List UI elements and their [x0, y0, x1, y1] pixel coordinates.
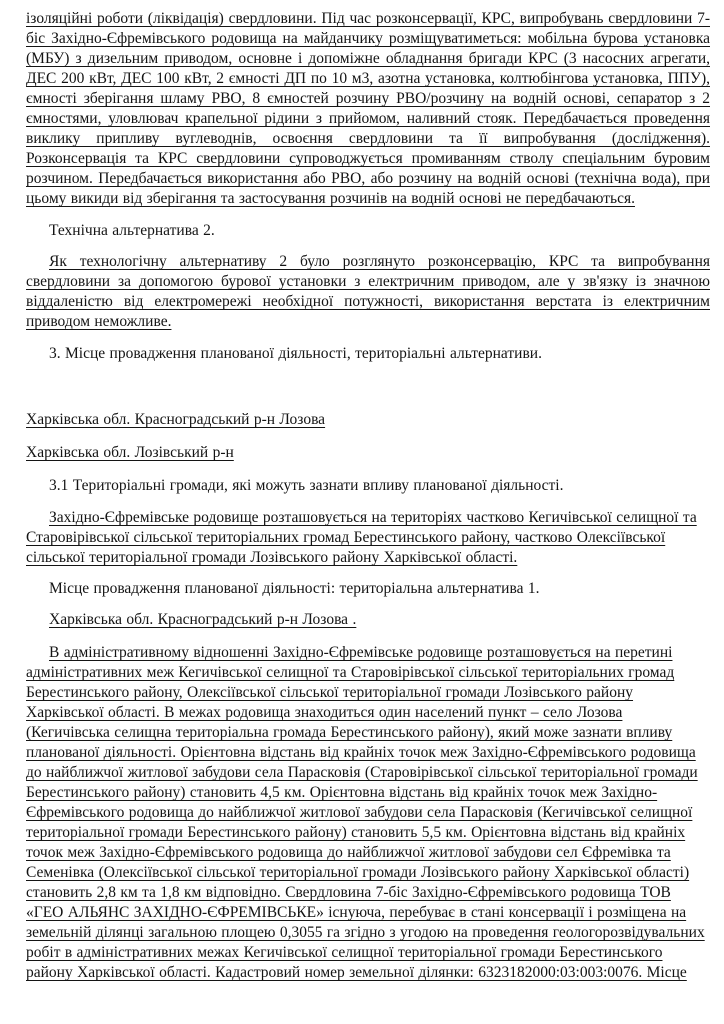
location-line-lozivskyi: Харківська обл. Лозівський р-н	[26, 444, 234, 461]
location-line-krasnohradskyi-lozova: Харківська обл. Красноградський р-н Лозова	[26, 411, 326, 428]
paragraph-technical-alternative-2: Як технологічну альтернативу 2 було розглянуто розконсервацію, КРС та випробування свердловини за допомогою бурової установки з електричним приводом, але у зв'язку із значною віддаленістю від електромережі необхідної потужності, використання верстата із електричним приводом неможливе.	[26, 253, 710, 330]
location-line-krasnohradskyi-lozova-alt1: Харківська обл. Красноградський р-н Лозова .	[49, 611, 357, 628]
paragraph-territorial-communities: Західно-Єфремівське родовище розташовується на територіях частково Кегичівської селищної та Старовірівської сільської територіальних громад Берестинського району, частково Олексіївської сільської територіальної громади Лозівського району Харківської області.	[26, 509, 697, 566]
document-content	[26, 9, 710, 983]
paragraph-administrative-location: В адміністративному відношенні Західно-Єфремівське родовище розташовується на перетині адміністративних меж Кегичівської селищної та Старовірівської сільської територіальних громад Берестинського району, Олексіївської сільської територіальної громади Лозівського району Харківської області. В межах родовища знаходиться один населений пункт – село Лозова (Кегичівська селищна територіальна громада Берестинського району), який може зазнати впливу планованої діяльності. Орієнтовна відстань від крайніх точок меж Західно-Єфремівського родовища до найближчої житлової забудови села Парасковія (Старовірівської сільської територіальної громади Берестинського району) становить 4,5 км. Орієнтовна відстань від крайніх точок меж Західно-Єфремівського родовища до найближчої житлової забудови села Парасковія (Кегичівської селищної територіальної громади Берестинського району) становить 5,5 км. Орієнтовна відстань від крайніх точок меж Західно-Єфремівського родовища до найближчої житлової забудови сел Єфремівка та Семенівка (Олексіївської сільської територіальної громади Лозівського району Харківської області) становить 2,8 км та 1,8 км відповідно. Свердловина 7-біс Західно-Єфремівського родовища ТОВ «ГЕО АЛЬЯНС ЗАХІДНО-ЄФРЕМІВСЬКЕ» існуюча, перебуває в стані консервації і розміщена на земельній ділянці загальною площею 0,3055 га згідно з угодою на проведення геологорозвідувальних робіт в адміністративних межах Кегичівської селищної територіальної громади Берестинського району Харківської області. Кадастровий номер земельної ділянки: 6323182000:03:003:0076. Місце	[26, 644, 705, 981]
heading-technical-alternative-2: Технічна альтернатива 2.	[49, 222, 215, 239]
heading-section-3-1-communities: 3.1 Територіальні громади, які можуть зазнати впливу планованої діяльності.	[49, 477, 564, 494]
heading-section-3-location: 3. Місце провадження планованої діяльності, територіальні альтернативи.	[49, 345, 542, 362]
heading-territorial-alternative-1: Місце провадження планованої діяльності: територіальна альтернатива 1.	[49, 580, 540, 597]
paragraph-reconservation-equipment: ізоляційні роботи (ліквідація) свердловини. Під час розконсервації, КРС, випробувань свердловини 7-біс Західно-Єфремівського родовища на майданчику розміщуватиметься: мобільна бурова установка (МБУ) з дизельним приводом, основне і допоміжне обладнання бригади КРС (3 насосних агрегати, ДЕС 200 кВт, ДЕС 100 кВт, 2 ємності ДП по 10 м3, азотна установка, колтюбінгова установка, ППУ), ємності зберігання шламу РВО, 8 ємностей розчину РВО/розчину на водній основі, сепаратор з 2 ємностями, уловлювач крапельної рідини з прийомом, наливний стояк. Передбачається проведення виклику припливу вуглеводнів, освоєння свердловини та її випробування (дослідження). Розконсервація та КРС свердловини супроводжується промиванням стволу спеціальним буровим розчином. Передбачається використання або РВО, або розчину на водній основі (технічна вода), при цьому викиди від зберігання та застосування розчинів на водній основі не передбачаються.	[26, 10, 710, 207]
